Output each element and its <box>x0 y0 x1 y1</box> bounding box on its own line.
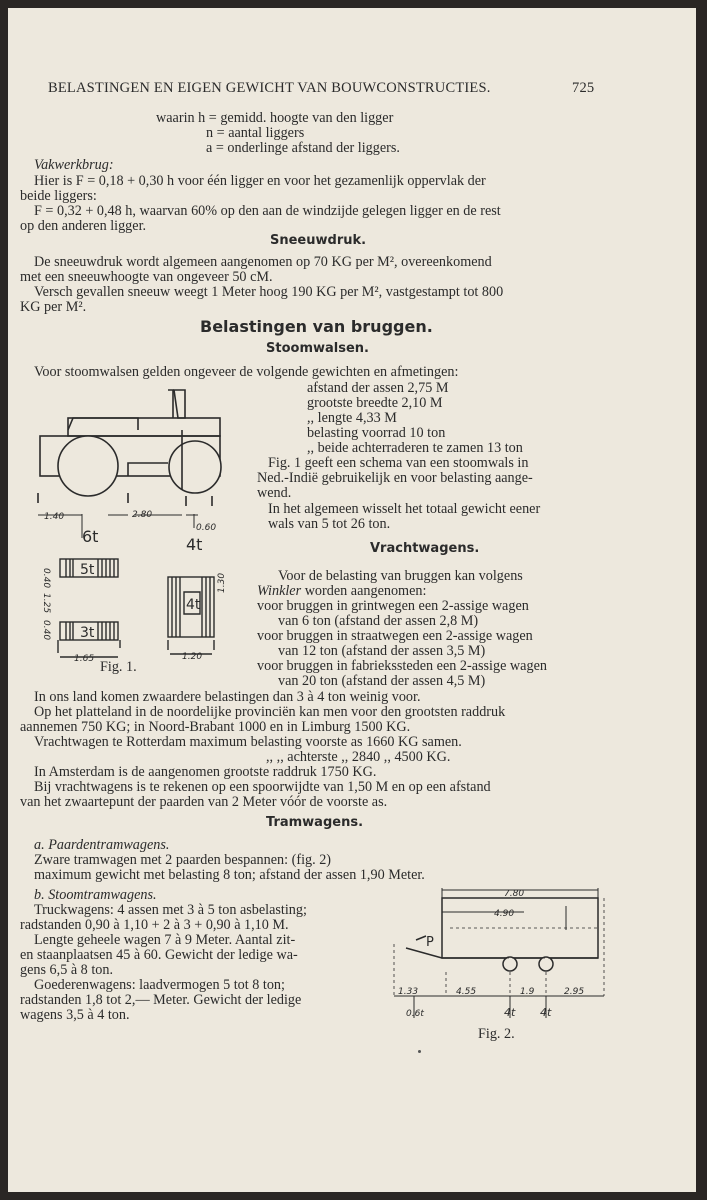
load-label: 4t <box>186 535 203 554</box>
box-label: 3t <box>80 625 95 641</box>
text-line: Op het platteland in de noordelijke provinciën kan men voor den grootsten raddruk <box>34 704 506 720</box>
text-line: ,, lengte 4,33 M <box>307 410 397 426</box>
heading-stoomwalsen: Stoomwalsen. <box>266 341 369 356</box>
text-line: De sneeuwdruk wordt algemeen aangenomen op 70 KG per M², overeenkomend <box>34 254 492 270</box>
dim-label: 0.40 <box>41 620 51 641</box>
author-name: Winkler <box>257 583 302 599</box>
running-header: BELASTINGEN EN EIGEN GEWICHT VAN BOUWCONSTRUCTIES. <box>48 80 491 96</box>
dim-label: 0.60 <box>196 523 217 533</box>
text-line: ,, ,, achterste ,, 2840 ,, 4500 KG. <box>266 749 451 765</box>
text-line: Fig. 1 geeft een schema van een stoomwals in <box>268 455 529 471</box>
dim-label: 1.25 <box>41 593 51 614</box>
text-line: van 6 ton (afstand der assen 2,8 M) <box>278 613 479 629</box>
text-line: In ons land komen zwaardere belastingen dan 3 à 4 ton weinig voor. <box>34 689 421 705</box>
load-label: 0.6t <box>406 1009 424 1019</box>
text-line: Zware tramwagen met 2 paarden bespannen: (fig. 2) <box>34 852 332 868</box>
dim-label: 2.95 <box>564 987 585 997</box>
subheading-vakwerkbrug: Vakwerkbrug: <box>34 157 114 173</box>
text-line: waarin h = gemidd. hoogte van den ligger <box>156 110 394 126</box>
book-page <box>8 8 696 1192</box>
text-line: wend. <box>257 485 292 501</box>
dim-label: 0.40 <box>41 568 51 589</box>
text-line: van 20 ton (afstand der assen 4,5 M) <box>278 673 486 689</box>
fig1-diagram <box>18 378 258 663</box>
text-line: grootste breedte 2,10 M <box>307 395 443 411</box>
text-line: Versch gevallen sneeuw weegt 1 Meter hoog 190 KG per M², vastgestampt tot 800 <box>34 284 504 300</box>
dim-label: 1.33 <box>398 987 419 997</box>
text-line: Ned.-Indië gebruikelijk en voor belasting aange- <box>257 470 533 486</box>
text-span: worden aangenomen: <box>304 583 427 599</box>
heading-sneeuwdruk: Sneeuwdruk. <box>270 233 367 248</box>
text-line: In het algemeen wisselt het totaal gewicht eener <box>268 501 541 517</box>
text-line: met een sneeuwhoogte van ongeveer 50 cM. <box>20 269 273 285</box>
text-line: In Amsterdam is de aangenomen grootste raddruk 1750 KG. <box>34 764 377 780</box>
text-line: wagens 3,5 à 4 ton. <box>20 1007 130 1023</box>
heading-vrachtwagens: Vrachtwagens. <box>370 541 480 556</box>
ink-speck <box>418 1050 421 1053</box>
text-line: voor bruggen in fabriekssteden een 2-assige wagen <box>257 658 547 674</box>
fig2-caption: Fig. 2. <box>478 1026 515 1042</box>
dim-label: 1.65 <box>74 654 95 663</box>
text-line: Goederenwagens: laadvermogen 5 tot 8 ton; <box>34 977 285 993</box>
text-line: Truckwagens: 4 assen met 3 à 5 ton asbelasting; <box>34 902 307 918</box>
load-label: 6t <box>82 527 99 546</box>
subheading-stoomtram: b. Stoomtramwagens. <box>34 887 157 903</box>
text-line: F = 0,32 + 0,48 h, waarvan 60% op den aan de windzijde gelegen ligger en de rest <box>34 203 501 219</box>
text-line: ,, beide achterraderen te zamen 13 ton <box>307 440 523 456</box>
text-line: belasting voorrad 10 ton <box>307 425 446 441</box>
force-label: P <box>426 935 434 950</box>
text-line: n = aantal liggers <box>206 125 305 141</box>
steamroller-outline <box>38 390 221 506</box>
text-line: maximum gewicht met belasting 8 ton; afstand der assen 1,90 Meter. <box>34 867 425 883</box>
text-line: op den anderen ligger. <box>20 218 147 234</box>
text-line: voor bruggen in straatwegen een 2-assige wagen <box>257 628 533 644</box>
text-line: aannemen 750 KG; in Noord-Brabant 1000 en in Limburg 1500 KG. <box>20 719 411 735</box>
text-line: beide liggers: <box>20 188 97 204</box>
text-line: van het zwaartepunt der paarden van 2 Meter vóór de voorste as. <box>20 794 388 810</box>
box-label: 5t <box>80 562 95 578</box>
text-line: en staanplaatsen 45 à 60. Gewicht der ledige wa- <box>20 947 298 963</box>
text-line: Bij vrachtwagens is te rekenen op een spoorwijdte van 1,50 M en op een afstand <box>34 779 491 795</box>
text-line: Voor de belasting van bruggen kan volgens <box>278 568 523 584</box>
text-line: gens 6,5 à 8 ton. <box>20 962 113 978</box>
heading-belastingen-bruggen: Belastingen van bruggen. <box>200 317 433 336</box>
text-line: Vrachtwagen te Rotterdam maximum belasting voorste as 1660 KG samen. <box>34 734 462 750</box>
dim-label: 4.55 <box>456 987 477 997</box>
text-line: afstand der assen 2,75 M <box>307 380 449 396</box>
text-line: Hier is F = 0,18 + 0,30 h voor één ligger en voor het gezamenlijk oppervlak der <box>34 173 486 189</box>
box-label: 4t <box>186 597 201 613</box>
text-line: radstanden 0,90 à 1,10 + 2 à 3 + 0,90 à 1,10 M. <box>20 917 289 933</box>
page-number: 725 <box>572 80 595 96</box>
text-line: voor bruggen in grintwegen een 2-assige wagen <box>257 598 529 614</box>
dim-label: 1.30 <box>217 572 227 593</box>
heading-tramwagens: Tramwagens. <box>266 815 364 830</box>
dim-label: 7.80 <box>504 889 525 899</box>
load-label: 4t <box>540 1006 552 1019</box>
dim-label: 1.9 <box>520 987 535 997</box>
dim-label: 1.20 <box>182 652 203 662</box>
fig2-diagram <box>384 888 610 1028</box>
load-label: 4t <box>504 1006 516 1019</box>
fig1-caption: Fig. 1. <box>100 659 137 675</box>
text-line <box>257 583 426 599</box>
dim-label: 2.80 <box>132 510 153 520</box>
text-line: KG per M². <box>20 299 87 315</box>
subheading-paardentram: a. Paardentramwagens. <box>34 837 170 853</box>
text-line: Lengte geheele wagen 7 à 9 Meter. Aantal zit- <box>34 932 296 948</box>
text-line: Voor stoomwalsen gelden ongeveer de volgende gewichten en afmetingen: <box>34 364 459 380</box>
text-line: wals van 5 tot 26 ton. <box>268 516 391 532</box>
dim-label: 4.90 <box>494 909 515 919</box>
fig2-lower-dims <box>394 996 604 1018</box>
text-line: van 12 ton (afstand der assen 3,5 M) <box>278 643 486 659</box>
dim-label: 1.40 <box>44 512 65 522</box>
text-line: radstanden 1,8 tot 2,— Meter. Gewicht der ledige <box>20 992 302 1008</box>
text-line: a = onderlinge afstand der liggers. <box>206 140 400 156</box>
